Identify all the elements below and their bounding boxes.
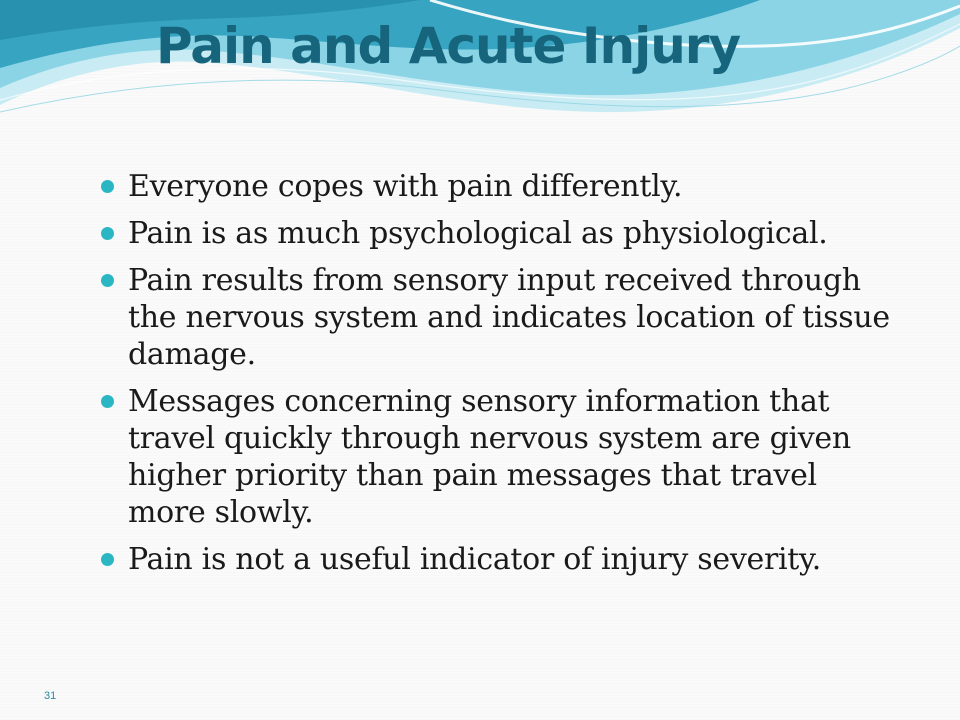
bullet-dot-icon bbox=[101, 395, 114, 408]
bullet-dot-icon bbox=[101, 274, 114, 287]
bullet-item bbox=[100, 383, 900, 531]
bullet-item bbox=[100, 168, 900, 205]
slide-title: Pain and Acute Injury bbox=[156, 17, 741, 75]
bullet-item bbox=[100, 541, 900, 578]
bullet-item bbox=[100, 215, 900, 252]
bullet-text: Pain is as much psychological as physiological. bbox=[128, 216, 828, 251]
bullet-item bbox=[100, 262, 900, 373]
bullet-text: Pain results from sensory input received through the nervous system and indicates location of tissue damage. bbox=[128, 263, 890, 372]
bullet-dot-icon bbox=[101, 553, 114, 566]
bullet-text: Messages concerning sensory information that travel quickly through nervous system are given higher priority than pain messages that travel more slowly. bbox=[128, 384, 851, 530]
bullet-list bbox=[100, 168, 900, 588]
bullet-dot-icon bbox=[101, 180, 114, 193]
bullet-dot-icon bbox=[101, 227, 114, 240]
slide-number: 31 bbox=[44, 690, 57, 702]
bullet-text: Pain is not a useful indicator of injury severity. bbox=[128, 542, 821, 577]
bullet-text: Everyone copes with pain differently. bbox=[128, 169, 683, 204]
